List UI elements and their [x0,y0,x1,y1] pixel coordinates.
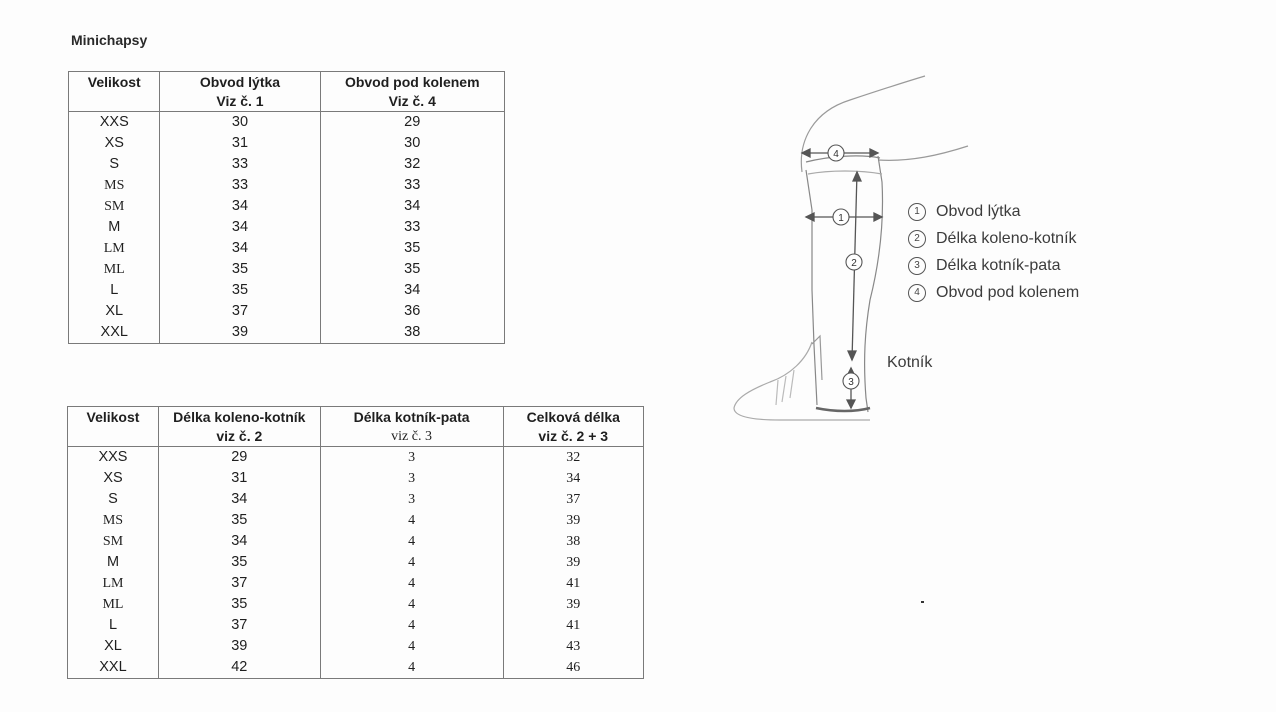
table-body [69,112,505,344]
table-row [69,280,505,301]
table-row [68,510,644,531]
table-cell: 3 [320,447,503,469]
table-row [68,573,644,594]
number-circle-icon: 1 [908,203,926,221]
table-cell: LM [68,573,159,594]
chaps-top-inner [808,171,882,174]
table-cell: 33 [160,154,320,175]
table-cell: 39 [158,636,320,657]
table-row [69,322,505,344]
leg-front-outline [865,156,883,412]
table-cell: 35 [160,280,320,301]
table-header-row [69,72,505,112]
table-cell: 30 [320,133,505,154]
table-row [69,217,505,238]
table-row [68,468,644,489]
table-cell: MS [68,510,159,531]
arrow-head [802,149,810,157]
legend-item-calf [908,198,1079,225]
scan-speck [921,601,924,603]
marker-3-label: 3 [848,377,854,388]
table-cell: 4 [320,636,503,657]
table-cell: 30 [160,112,320,134]
table-cell: SM [68,531,159,552]
table-row [68,489,644,510]
table-cell: L [69,280,160,301]
page-title: Minichapsy [71,32,148,48]
table-cell: 46 [503,657,643,679]
table-cell: XL [69,301,160,322]
table-cell: XXL [69,322,160,344]
header-size: Velikost [68,407,159,447]
table-cell: 34 [320,280,505,301]
table-row [69,301,505,322]
table-row [68,447,644,469]
table-cell: 3 [320,489,503,510]
table-cell: 34 [503,468,643,489]
table-cell: 4 [320,657,503,679]
table-row [69,133,505,154]
marker-1-label: 1 [838,213,844,224]
table-cell: M [68,552,159,573]
table-cell: 33 [160,175,320,196]
thigh-lower-outline [878,146,968,160]
table-cell: XXS [68,447,159,469]
table-cell: 37 [160,301,320,322]
table-cell: S [69,154,160,175]
table-cell: 4 [320,531,503,552]
size-table-lengths [67,406,644,679]
table-row [69,112,505,134]
table-cell: 4 [320,573,503,594]
table-row [68,531,644,552]
legend-label: Obvod pod kolenem [936,283,1080,301]
header-total-length: Celková délka viz č. 2 + 3 [503,407,643,447]
marker-4-label: 4 [833,149,839,160]
table-cell: 34 [158,489,320,510]
table-row [69,259,505,280]
table-cell: XXS [69,112,160,134]
chaps-bottom-edge [816,408,870,411]
table-cell: 35 [320,259,505,280]
legend-item-knee-ankle [908,225,1079,252]
table-cell: XS [68,468,159,489]
table-cell: 37 [158,615,320,636]
table-row [69,154,505,175]
thigh-outline [801,76,925,172]
table-row [68,636,644,657]
measurement-legend [908,198,1079,306]
header-size: Velikost [69,72,160,112]
number-circle-icon: 3 [908,257,926,275]
table-cell: LM [69,238,160,259]
table-cell: 39 [160,322,320,344]
table-cell: 4 [320,510,503,531]
table-header-row [68,407,644,447]
header-below-knee-circumference: Obvod pod kolenem Viz č. 4 [320,72,505,112]
marker-2-label: 2 [851,258,857,269]
arrow-head [806,213,814,221]
table-cell: XL [68,636,159,657]
table-cell: 35 [158,510,320,531]
arrow-head [853,172,861,181]
table-row [68,615,644,636]
table-cell: 31 [158,468,320,489]
leg-back-outline [806,170,817,405]
header-calf-circumference: Obvod lýtka Viz č. 1 [160,72,320,112]
table-cell: 43 [503,636,643,657]
table-cell: SM [69,196,160,217]
table-cell: 41 [503,615,643,636]
arrow-head [874,213,882,221]
table-cell: 42 [158,657,320,679]
table-cell: 34 [160,238,320,259]
number-circle-icon: 2 [908,230,926,248]
table-cell: 34 [320,196,505,217]
legend-label: Délka kotník-pata [936,256,1061,274]
table-cell: 34 [158,531,320,552]
table-cell: 34 [160,196,320,217]
table-cell: 38 [320,322,505,344]
table-cell: M [69,217,160,238]
legend-item-below-knee [908,279,1079,306]
table-cell: 35 [320,238,505,259]
legend-item-ankle-heel [908,252,1079,279]
table-cell: 3 [320,468,503,489]
size-table-calf-knee [68,71,505,344]
chaps-zipper-flap [812,336,822,380]
table-cell: 29 [158,447,320,469]
table-row [69,238,505,259]
table-cell: 35 [160,259,320,280]
table-row [68,594,644,615]
table-cell: 38 [503,531,643,552]
legend-label: Délka koleno-kotník [936,229,1077,247]
ankle-label: Kotník [887,354,933,371]
table-cell: 39 [503,510,643,531]
header-ankle-heel-length: Délka kotník-pata viz č. 3 [320,407,503,447]
table-cell: 4 [320,615,503,636]
table-cell: MS [69,175,160,196]
arrow-head [847,400,855,408]
table-cell: 39 [503,594,643,615]
table-row [69,196,505,217]
header-knee-ankle-length: Délka koleno-kotník viz č. 2 [158,407,320,447]
table-cell: XS [69,133,160,154]
table-cell: 39 [503,552,643,573]
table-row [68,552,644,573]
table-row [68,657,644,679]
table-cell: 32 [503,447,643,469]
table-cell: XXL [68,657,159,679]
table-body [68,447,644,679]
table-cell: 41 [503,573,643,594]
table-cell: L [68,615,159,636]
table-cell: 35 [158,552,320,573]
number-circle-icon: 4 [908,284,926,302]
table-cell: 36 [320,301,505,322]
table-cell: S [68,489,159,510]
table-cell: 35 [158,594,320,615]
table-cell: 4 [320,594,503,615]
table-cell: 34 [160,217,320,238]
table-cell: 4 [320,552,503,573]
table-cell: 32 [320,154,505,175]
table-cell: 37 [503,489,643,510]
table-cell: 33 [320,175,505,196]
table-cell: 29 [320,112,505,134]
arrow-head [848,351,856,360]
arrow-head [870,149,878,157]
table-cell: ML [69,259,160,280]
legend-label: Obvod lýtka [936,202,1021,220]
table-cell: 31 [160,133,320,154]
table-row [69,175,505,196]
table-cell: ML [68,594,159,615]
table-cell: 33 [320,217,505,238]
table-cell: 37 [158,573,320,594]
